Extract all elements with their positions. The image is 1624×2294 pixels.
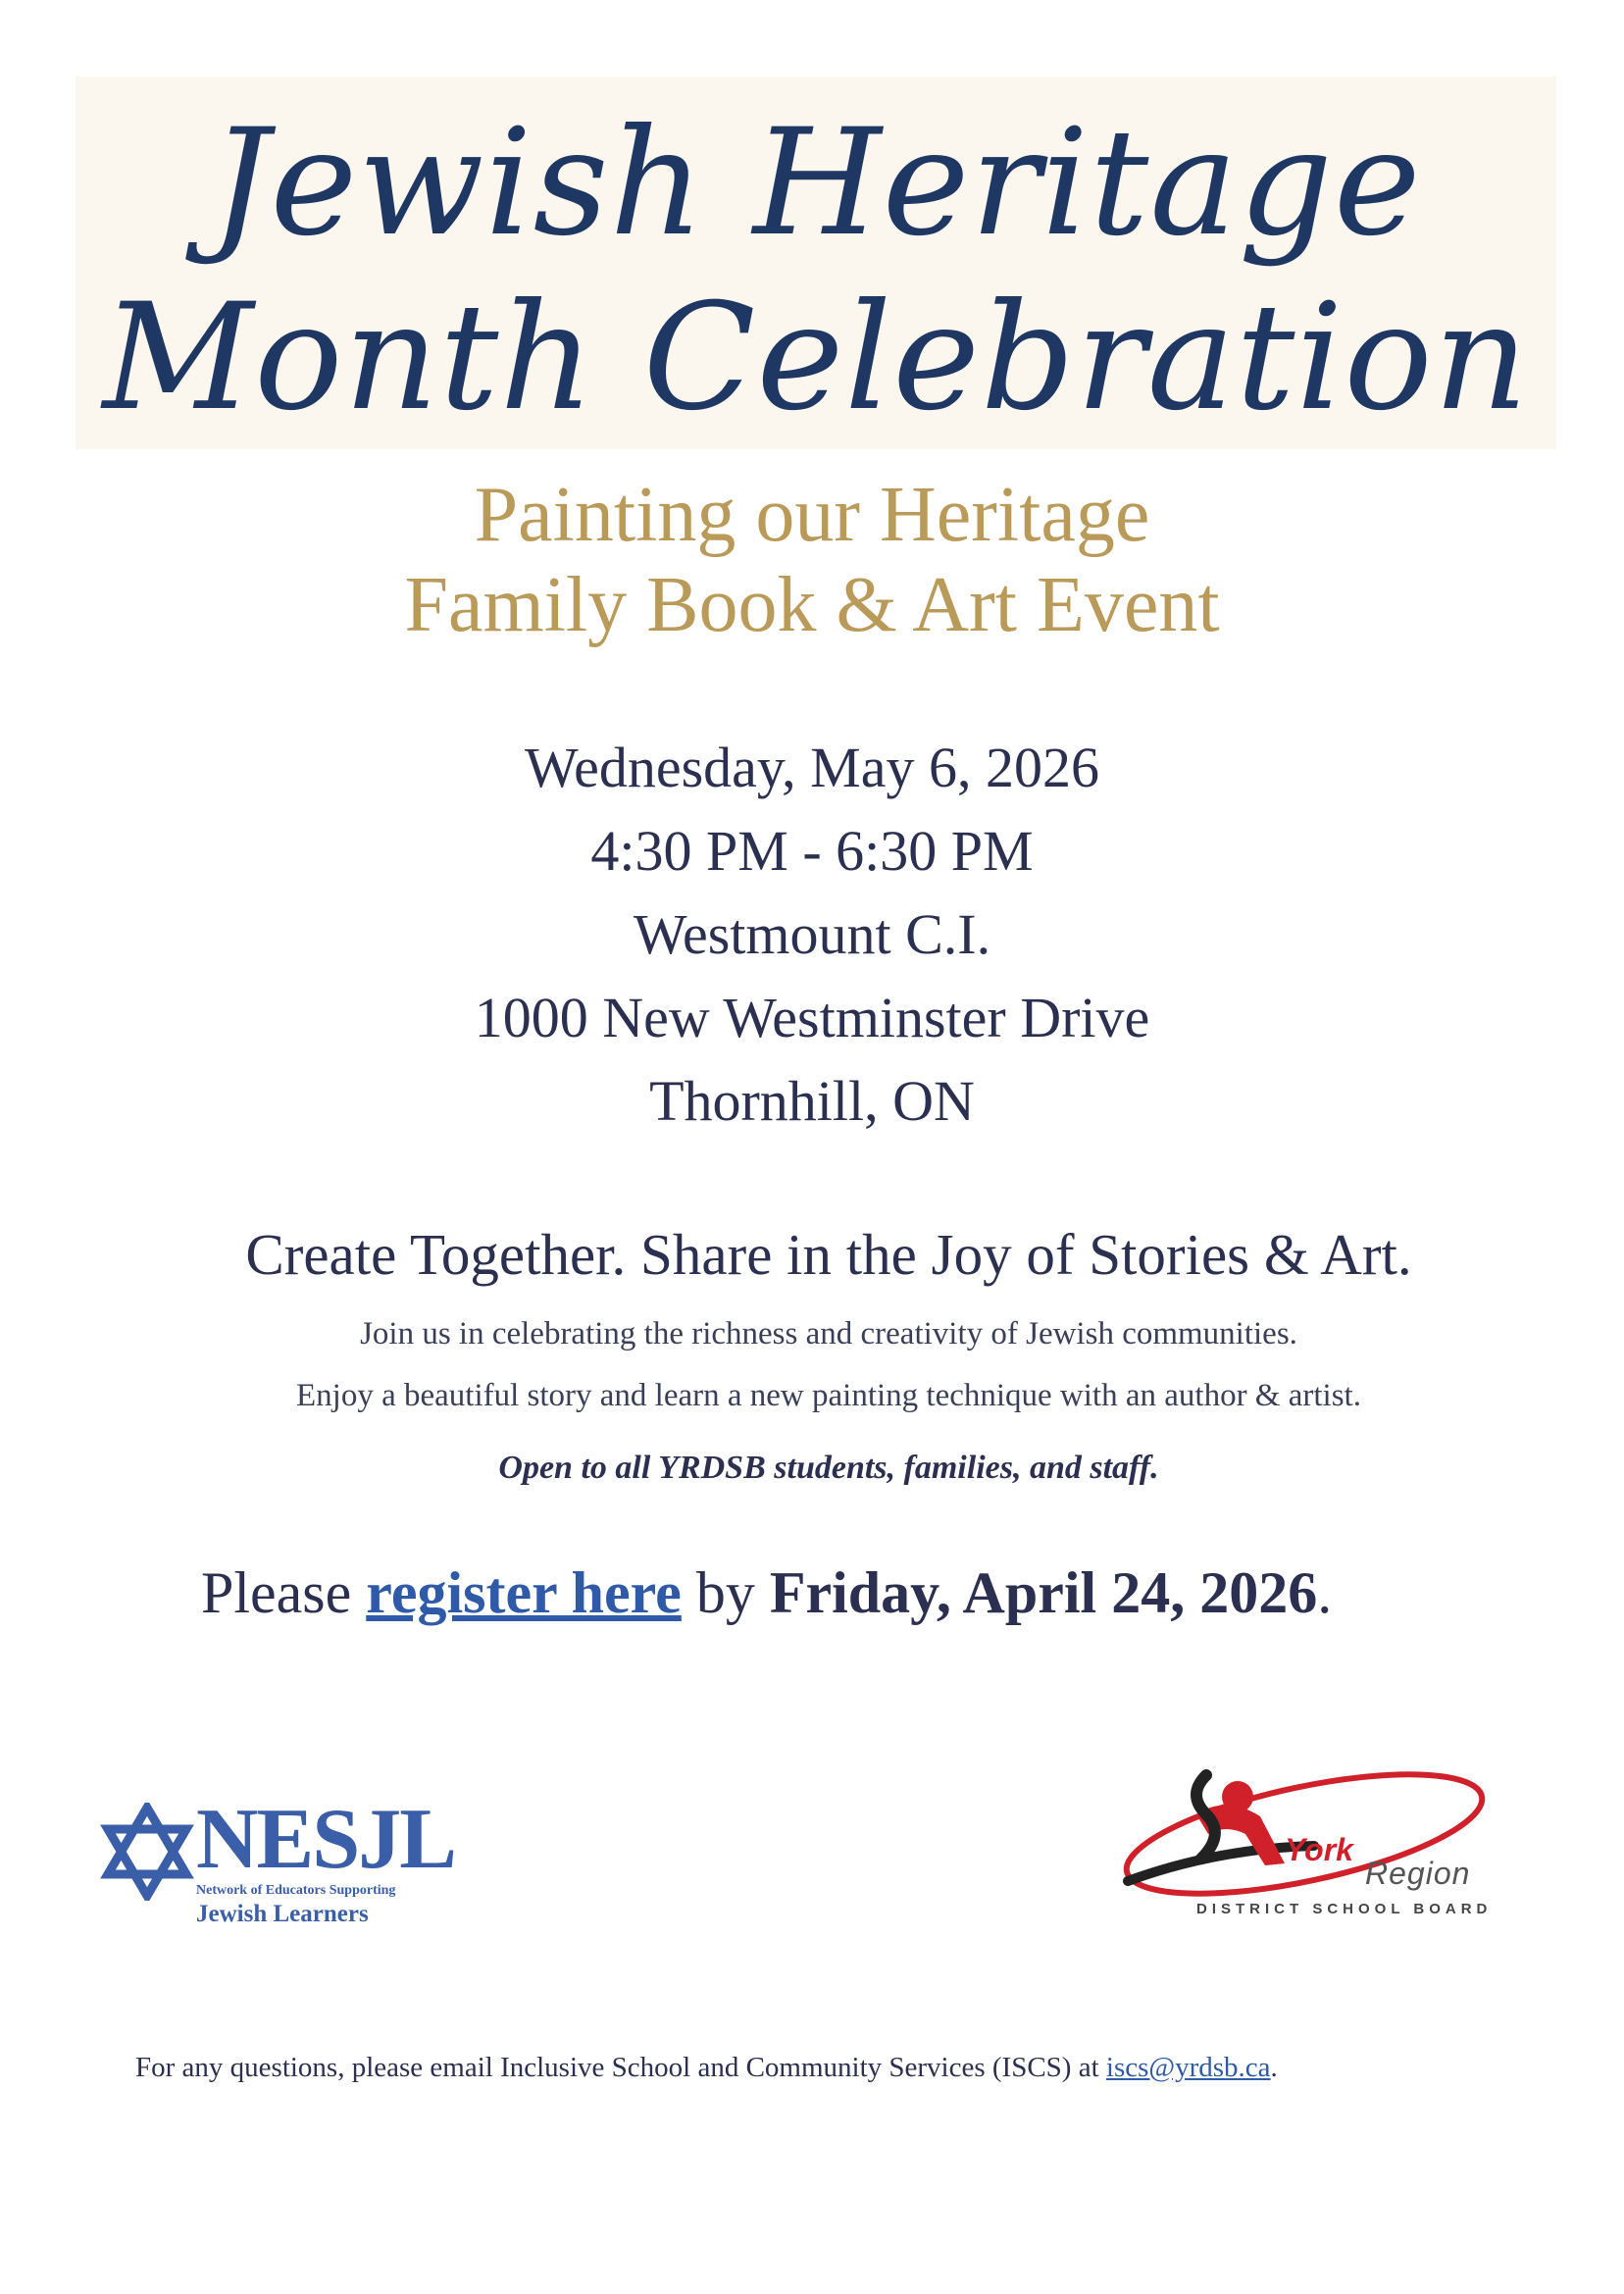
banner-title-line2: Month Celebration: [102, 273, 1530, 443]
title-banner: [76, 76, 1556, 449]
register-deadline: Friday, April 24, 2026: [769, 1560, 1318, 1625]
event-city: Thornhill, ON: [649, 1069, 975, 1133]
district-school-board-text: DISTRICT SCHOOL BOARD: [1196, 1901, 1493, 1917]
tagline: Create Together. Share in the Joy of Stories & Art.: [245, 1222, 1412, 1287]
footer-text: For any questions, please email Inclusive School and Community Services (ISCS) at: [135, 2052, 1106, 2083]
description-line2: Enjoy a beautiful story and learn a new painting technique with an author & artist.: [296, 1378, 1361, 1413]
event-date: Wednesday, May 6, 2026: [525, 736, 1099, 799]
banner-title-line1: Jewish Heritage: [210, 98, 1422, 269]
footer-contact: [135, 2052, 1278, 2084]
nesjl-logo: [98, 1792, 490, 1927]
register-link[interactable]: register here: [366, 1560, 682, 1625]
event-address: 1000 New Westminster Drive: [474, 986, 1150, 1049]
york-text: York: [1285, 1832, 1353, 1867]
register-prefix: Please: [201, 1560, 367, 1625]
event-venue: Westmount C.I.: [633, 902, 991, 966]
nesjl-tagline2: Jewish Learners: [196, 1901, 369, 1927]
register-middle: by: [681, 1560, 770, 1625]
event-subtitle-line2: Family Book & Art Event: [404, 562, 1220, 648]
register-suffix: .: [1317, 1560, 1333, 1625]
star-of-david-icon: [98, 1803, 196, 1901]
event-subtitle-line1: Painting our Heritage: [474, 472, 1150, 558]
event-time: 4:30 PM - 6:30 PM: [590, 819, 1034, 883]
description-line1: Join us in celebrating the richness and creativity of Jewish communities.: [360, 1316, 1297, 1351]
audience-note: Open to all YRDSB students, families, and staff.: [498, 1450, 1159, 1486]
nesjl-name: NESJL: [196, 1792, 455, 1887]
region-text: Region: [1365, 1856, 1471, 1891]
contact-email-link[interactable]: iscs@yrdsb.ca: [1105, 2052, 1271, 2083]
nesjl-tagline: Network of Educators Supporting: [196, 1883, 396, 1898]
register-line: [201, 1559, 1332, 1627]
event-details: [0, 726, 1624, 1143]
yrdsb-logo: [1098, 1756, 1491, 1922]
footer-suffix: .: [1270, 2052, 1278, 2083]
